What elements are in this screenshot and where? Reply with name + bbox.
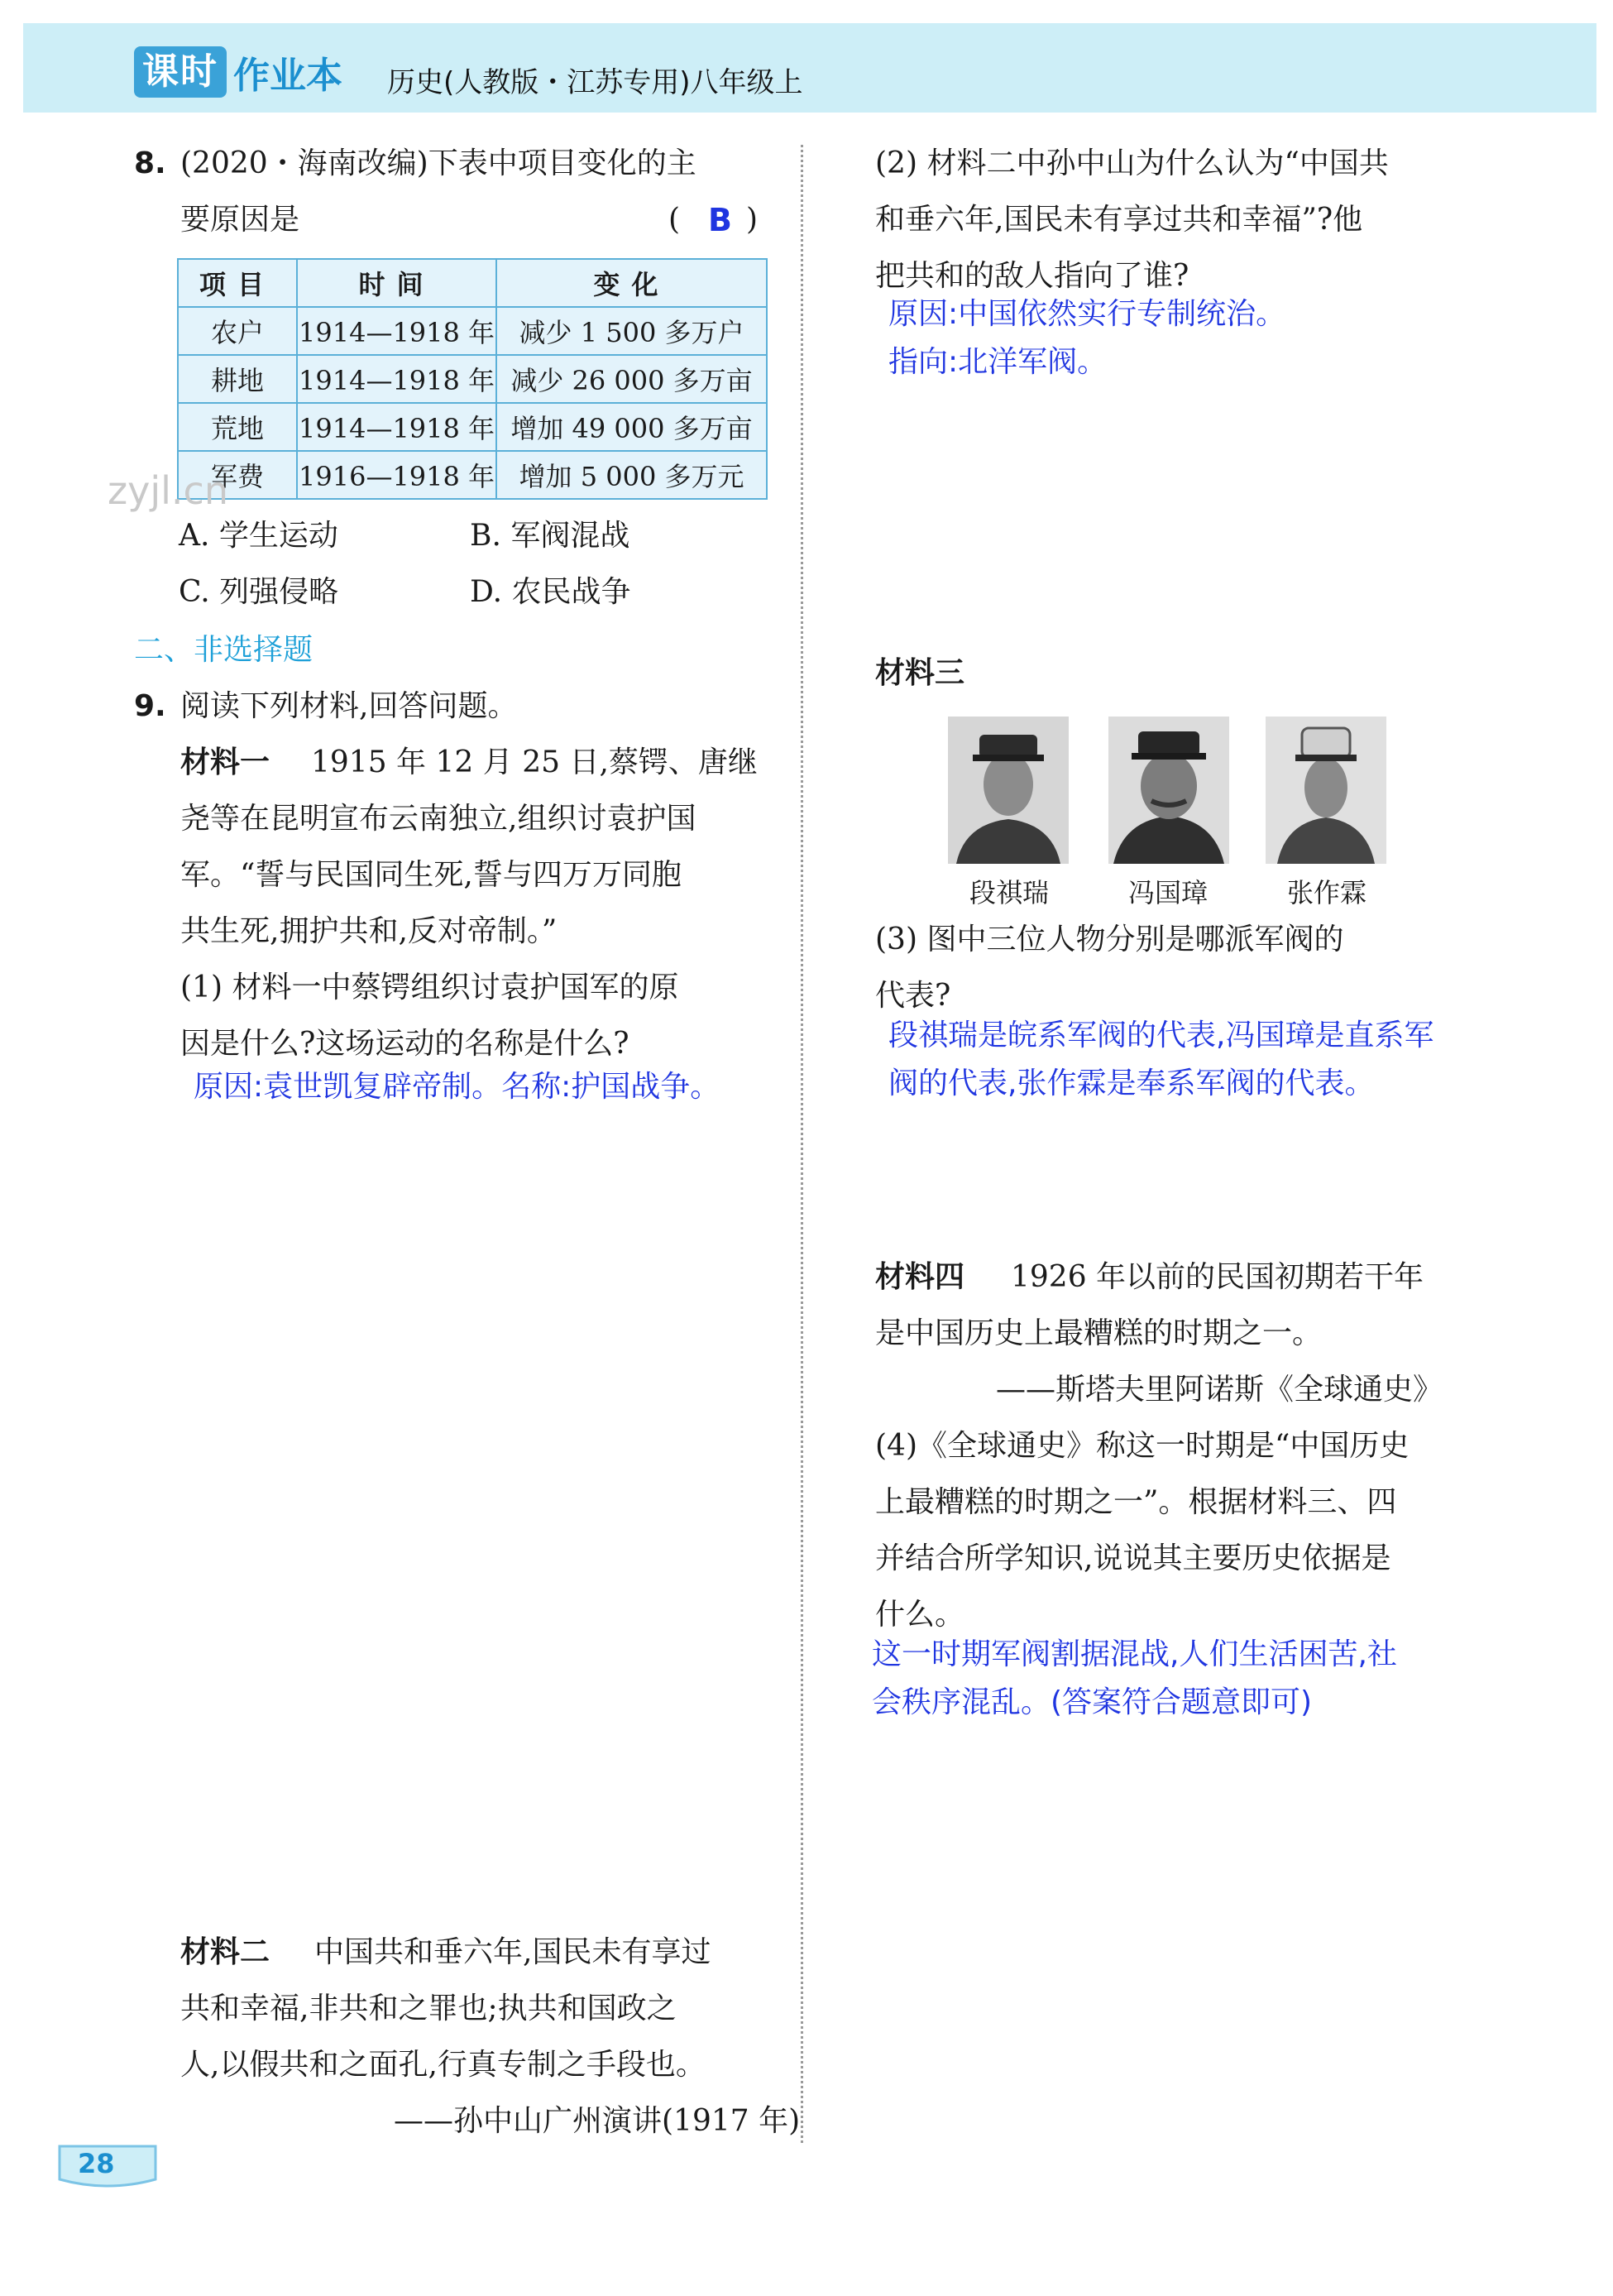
q9-sub4-answer-line: 会秩序混乱。(答案符合题意即可): [872, 1685, 1313, 1719]
material2-line: 共和幸福,非共和之罪也;执共和国政之: [180, 1992, 677, 2025]
column-divider: [801, 145, 803, 2143]
table-cell: 减少 1 500 多万户: [496, 307, 767, 355]
q9-sub3-answer-line: 阀的代表,张作霖是奉系军阀的代表。: [888, 1067, 1375, 1100]
q9-sub3-answer-line: 段祺瑞是皖系军阀的代表,冯国璋是直系军: [888, 1019, 1434, 1052]
table-cell: 1914—1918 年: [297, 403, 496, 451]
table-cell: 1914—1918 年: [297, 307, 496, 355]
q9-sub2-answer-line: 原因:中国依然实行专制统治。: [888, 297, 1286, 331]
portrait-caption: 段祺瑞: [969, 877, 1049, 908]
q9-sub2-line: 把共和的敌人指向了谁?: [875, 259, 1189, 293]
material1-line: 尧等在昆明宣布云南独立,组织讨袁护国: [180, 802, 696, 836]
q8-data-table: [177, 258, 768, 500]
q9-intro: 阅读下列材料,回答问题。: [180, 689, 518, 723]
q9-sub4-answer-line: 这一时期军阀割据混战,人们生活困苦,社: [872, 1637, 1397, 1671]
table-row: [178, 403, 767, 451]
page-number: 28: [78, 2148, 115, 2179]
material4-line: 是中国历史上最糟糕的时期之一。: [875, 1316, 1323, 1350]
subject-title: 历史(人教版・江苏专用)八年级上: [387, 66, 803, 99]
q8-option-a: A. 学生运动: [179, 519, 338, 553]
material1-line: 共生死,拥护共和,反对帝制。”: [180, 914, 558, 948]
table-cell: 1914—1918 年: [297, 355, 496, 403]
table-header: 时间: [297, 259, 496, 307]
table-cell: 军费: [178, 451, 297, 499]
q9-sub4-line: (4)《全球通史》称这一时期是“中国历史: [875, 1429, 1410, 1463]
logo-part2: 作业本: [233, 55, 342, 97]
book-logo: [134, 45, 342, 99]
table-row: [178, 451, 767, 499]
table-cell: 耕地: [178, 355, 297, 403]
material4-source: ——斯塔夫里阿诺斯《全球通史》: [996, 1373, 1443, 1407]
table-cell: 增加 5 000 多万元: [496, 451, 767, 499]
material2-line: 中国共和垂六年,国民未有享过: [314, 1935, 711, 1969]
q8-option-c: C. 列强侵略: [179, 575, 339, 609]
material3-label: 材料三: [875, 656, 965, 690]
q8-bracket-open: (: [668, 203, 681, 237]
q9-sub1-answer: 原因:袁世凯复辟帝制。名称:护国战争。: [194, 1070, 720, 1104]
table-row: [178, 355, 767, 403]
table-header: 变化: [496, 259, 767, 307]
q9-sub1-line: (1) 材料一中蔡锷组织讨袁护国军的原: [180, 971, 679, 1004]
portrait-duan-qirui: [948, 717, 1069, 864]
table-cell: 减少 26 000 多万亩: [496, 355, 767, 403]
table-row: [178, 307, 767, 355]
logo-part1: 课时: [134, 46, 227, 98]
material2-source: ——孙中山广州演讲(1917 年): [394, 2104, 801, 2138]
material4-label: 材料四: [875, 1260, 965, 1294]
q8-number: 8.: [134, 146, 166, 180]
material2-label: 材料二: [180, 1935, 270, 1969]
q9-sub1-line: 因是什么?这场运动的名称是什么?: [180, 1027, 629, 1061]
q9-sub3-line: (3) 图中三位人物分别是哪派军阀的: [875, 923, 1344, 956]
portrait-zhang-zuolin: [1266, 717, 1386, 864]
q9-sub4-line: 什么。: [875, 1598, 965, 1632]
section2-title: 二、非选择题: [134, 633, 314, 667]
q8-option-d: D. 农民战争: [470, 575, 631, 609]
q9-number: 9.: [134, 689, 166, 723]
q9-sub2-answer-line: 指向:北洋军阀。: [888, 345, 1108, 379]
q9-sub3-line: 代表?: [875, 979, 951, 1013]
q8-line2: 要原因是: [180, 203, 300, 237]
table-cell: 农户: [178, 307, 297, 355]
q9-sub2-line: 和垂六年,国民未有享过共和幸福”?他: [875, 203, 1363, 237]
watermark: zyjl.cn: [108, 468, 228, 513]
q8-bracket-close: ): [746, 203, 759, 237]
q8-answer: B: [708, 202, 732, 238]
portrait-feng-guozhang: [1108, 717, 1229, 864]
material1-label: 材料一: [180, 745, 270, 779]
table-header: 项目: [178, 259, 297, 307]
q8-line1: (2020・海南改编)下表中项目变化的主: [180, 146, 696, 180]
material2-line: 人,以假共和之面孔,行真专制之手段也。: [180, 2048, 706, 2082]
portrait-caption: 张作霖: [1286, 877, 1367, 908]
table-cell: 增加 49 000 多万亩: [496, 403, 767, 451]
table-cell: 1916—1918 年: [297, 451, 496, 499]
q9-sub4-line: 上最糟糕的时期之一”。根据材料三、四: [875, 1485, 1397, 1519]
q8-option-b: B. 军阀混战: [470, 519, 630, 553]
material1-line: 1915 年 12 月 25 日,蔡锷、唐继: [311, 745, 758, 779]
q9-sub2-line: (2) 材料二中孙中山为什么认为“中国共: [875, 146, 1389, 180]
material1-line: 军。“誓与民国同生死,誓与四万万同胞: [180, 858, 682, 892]
table-header-row: [178, 259, 767, 307]
portrait-caption: 冯国璋: [1127, 877, 1208, 908]
table-cell: 荒地: [178, 403, 297, 451]
q9-sub4-line: 并结合所学知识,说说其主要历史依据是: [875, 1541, 1391, 1575]
material4-line: 1926 年以前的民国初期若干年: [1011, 1260, 1424, 1294]
